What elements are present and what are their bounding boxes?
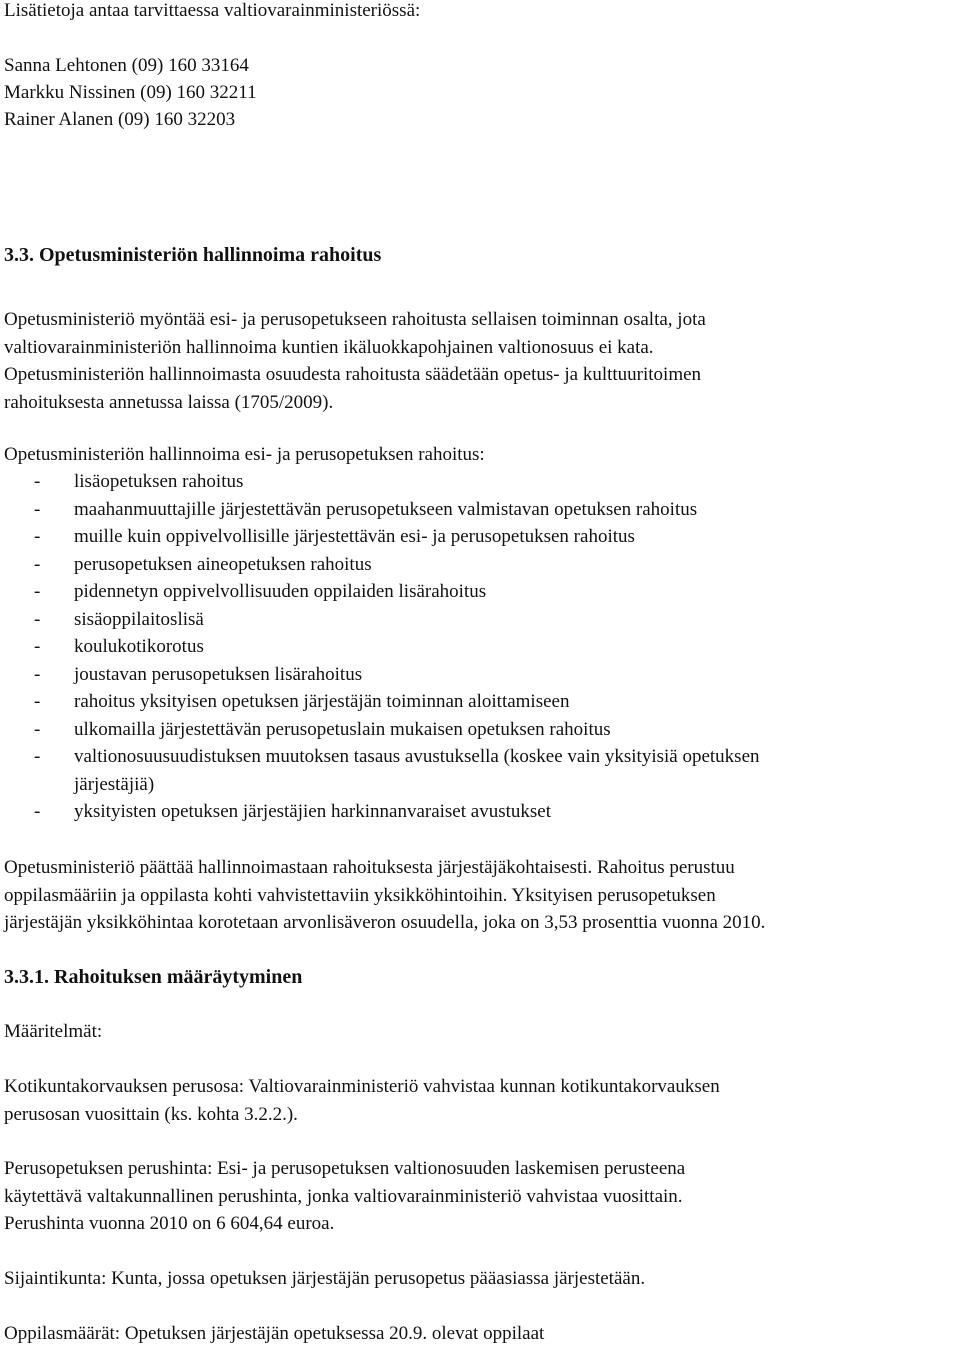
paragraph-line: rahoituksesta annetussa laissa (1705/2009). <box>4 391 334 413</box>
definition-line: Kotikuntakorvauksen perusosa: Valtiovarainministeriö vahvistaa kunnan kotikuntakorvauksen <box>4 1076 720 1097</box>
list-item: - sisäoppilaitoslisä <box>34 608 204 630</box>
section-paragraph-1 <box>4 306 706 416</box>
definition-oppilasmaarat: Oppilasmäärät: Opetuksen järjestäjän opetuksessa 20.9. olevat oppilaat <box>4 1323 545 1344</box>
definition-kotikuntakorvaus <box>4 1073 720 1128</box>
contact-person: Rainer Alanen (09) 160 32203 <box>4 109 236 130</box>
definition-line: perusosan vuosittain (ks. kohta 3.2.2.). <box>4 1103 298 1125</box>
definition-sijaintikunta: Sijaintikunta: Kunta, jossa opetuksen järjestäjän perusopetus pääasiassa järjestetään. <box>4 1268 646 1289</box>
list-item: - muille kuin oppivelvollisille järjestettävän esi- ja perusopetuksen rahoitus <box>34 526 635 547</box>
paragraph-line: oppilasmääriin ja oppilasta kohti vahvistettaviin yksikköhintoihin. Yksityisen perusopetuksen <box>4 884 716 906</box>
list-item: - valtionosuusuudistuksen muutoksen tasaus avustuksella (koskee vain yksityisiä opetuksen järjestäjiä) <box>34 746 760 795</box>
paragraph-line: Opetusministeriön hallinnoimasta osuudesta rahoitusta säädetään opetus- ja kulttuuritoimen <box>4 364 702 385</box>
list-item: - maahanmuuttajille järjestettävän perusopetukseen valmistavan opetuksen rahoitus <box>34 498 698 520</box>
paragraph-line: Opetusministeriö päättää hallinnoimastaan rahoituksesta järjestäjäkohtaisesti. Rahoitus perustuu <box>4 857 735 878</box>
list-item: - pidennetyn oppivelvollisuuden oppilaiden lisärahoitus <box>34 581 487 602</box>
list-item: - yksityisten opetuksen järjestäjien harkinnanvaraiset avustukset <box>34 801 551 822</box>
contact-person: Markku Nissinen (09) 160 32211 <box>4 82 257 103</box>
list-item: - lisäopetuksen rahoitus <box>34 471 244 492</box>
list-item: - perusopetuksen aineopetuksen rahoitus <box>34 553 372 575</box>
definition-perushinta <box>4 1155 685 1238</box>
list-item: - koulukotikorotus <box>34 636 204 657</box>
contact-person: Sanna Lehtonen (09) 160 33164 <box>4 55 249 76</box>
definition-line: Perusopetuksen perushinta: Esi- ja perusopetuksen valtionosuuden laskemisen perusteena <box>4 1158 686 1179</box>
paragraph-line: valtiovarainministeriön hallinnoima kuntien ikäluokkapohjainen valtionosuus ei kata. <box>4 336 654 358</box>
list-item: - joustavan perusopetuksen lisärahoitus <box>34 663 363 685</box>
paragraph-line: järjestäjän yksikköhintaa korotetaan arvonlisäveron osuudella, joka on 3,53 prosenttia vuonna 2010. <box>4 912 766 933</box>
list-item: - rahoitus yksityisen opetuksen järjestäjän toiminnan aloittamiseen <box>34 691 570 712</box>
section-paragraph-2 <box>4 854 765 937</box>
paragraph-line: Opetusministeriö myöntää esi- ja perusopetukseen rahoitusta sellaisen toiminnan osalta, jota <box>4 309 706 330</box>
definition-line: käytettävä valtakunnallinen perushinta, jonka valtiovarainministeriö vahvistaa vuosittain. <box>4 1185 683 1207</box>
list-item: - ulkomailla järjestettävän perusopetuslain mukaisen opetuksen rahoitus <box>34 718 611 740</box>
contact-intro: Lisätietoja antaa tarvittaessa valtiovarainministeriössä: <box>4 0 421 21</box>
definition-line: Perushinta vuonna 2010 on 6 604,64 euroa. <box>4 1213 335 1234</box>
section-heading: 3.3. Opetusministeriön hallinnoima rahoitus <box>4 244 382 266</box>
subsection-heading: 3.3.1. Rahoituksen määräytyminen <box>4 966 303 988</box>
list-intro: Opetusministeriön hallinnoima esi- ja perusopetuksen rahoitus: <box>4 444 485 465</box>
definitions-label: Määritelmät: <box>4 1021 103 1042</box>
funding-list <box>4 468 956 826</box>
